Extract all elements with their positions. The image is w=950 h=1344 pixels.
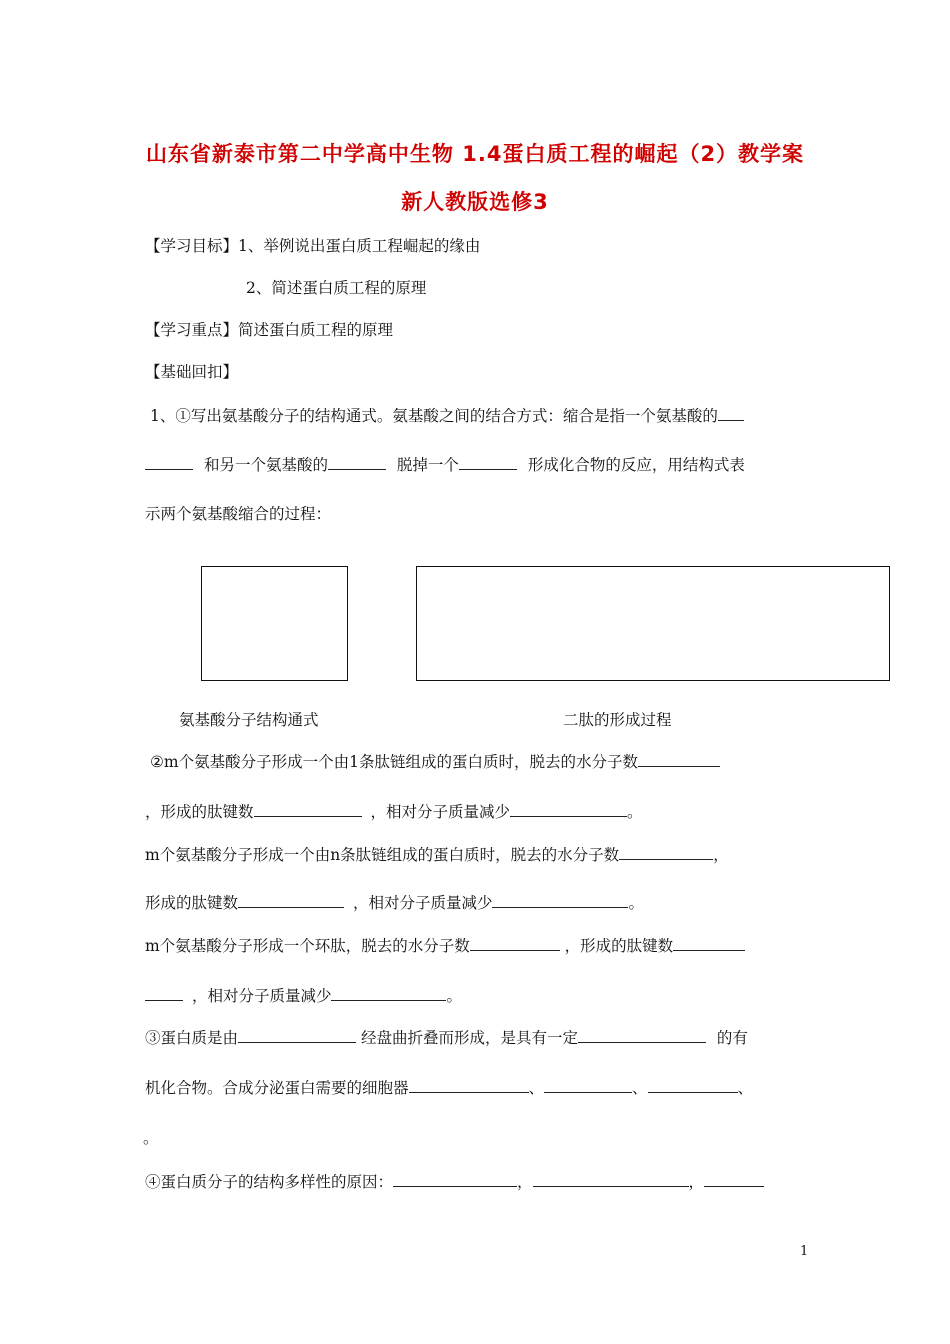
objective-item-1: 1、举例说出蛋白质工程崛起的缘由	[238, 237, 481, 255]
review-label: 【基础回扣】	[145, 363, 239, 381]
dipeptide-formation-box[interactable]	[416, 566, 890, 681]
page-number: 1	[800, 1244, 809, 1259]
amino-acid-caption: 氨基酸分子结构通式	[179, 711, 319, 729]
q2-blank-bond-1[interactable]	[254, 802, 362, 817]
q2-line5	[145, 936, 745, 956]
q2-blank-bond-3b[interactable]	[145, 986, 183, 1001]
q2-text: 。	[446, 987, 462, 1005]
q2-line1	[150, 752, 720, 772]
q2-text: ，形成的肽键数	[145, 803, 254, 821]
q1-blank-1b[interactable]	[145, 455, 193, 470]
q1-text: 1、①写出氨基酸分子的结构通式。氨基酸之间的结合方式：缩合是指一个氨基酸的	[150, 407, 718, 425]
focus-text: 简述蛋白质工程的原理	[238, 321, 394, 339]
q3-blank-organelle-1[interactable]	[409, 1078, 529, 1093]
q3-separator: 、	[737, 1079, 754, 1097]
q3-separator: 、	[528, 1079, 545, 1097]
q4-line1	[145, 1172, 764, 1192]
q4-blank-3[interactable]	[704, 1172, 764, 1187]
q3-line2	[145, 1078, 753, 1098]
q2-text: 。	[626, 803, 643, 821]
focus-label: 【学习重点】	[145, 321, 239, 339]
amino-acid-structure-box[interactable]	[201, 566, 348, 681]
q2-blank-bond-2[interactable]	[238, 893, 344, 908]
q2-text: m个氨基酸分子形成一个环肽，脱去的水分子数	[145, 937, 470, 955]
q2-text: ，相对分子质量减少	[370, 803, 510, 821]
q1-blank-1a[interactable]	[718, 406, 744, 421]
q4-separator: ，	[517, 1173, 533, 1191]
q3-text: 的有	[716, 1029, 748, 1047]
q3-line1	[145, 1028, 748, 1048]
q4-text: ④蛋白质分子的结构多样性的原因：	[145, 1173, 394, 1191]
q1-blank-2[interactable]	[328, 455, 386, 470]
q2-text: ，	[713, 846, 729, 864]
q2-text: ，形成的肽键数	[564, 937, 674, 955]
q1-blank-3[interactable]	[459, 455, 517, 470]
q2-line6	[145, 986, 462, 1006]
q1-line2	[145, 455, 745, 475]
q1-text: 脱掉一个	[396, 456, 459, 474]
q4-separator: ，	[688, 1173, 705, 1191]
q2-text: 。	[628, 894, 644, 912]
q1-line1	[150, 406, 744, 426]
q2-line3	[145, 845, 729, 865]
q2-line2	[145, 802, 642, 822]
q2-blank-water-2[interactable]	[619, 845, 713, 860]
objective-item-2: 2、简述蛋白质工程的原理	[246, 279, 427, 297]
q3-text: 经盘曲折叠而形成，是具有一定	[360, 1029, 578, 1047]
q2-blank-water-3[interactable]	[470, 936, 560, 951]
q2-blank-bond-3a[interactable]	[673, 936, 745, 951]
q1-text: 和另一个氨基酸的	[203, 456, 328, 474]
q3-line3: 。	[143, 1129, 159, 1147]
document-title-line1: 山东省新泰市第二中学高中生物 1.4蛋白质工程的崛起（2）教学案	[145, 142, 805, 166]
q3-blank-1[interactable]	[238, 1028, 356, 1043]
q4-blank-1[interactable]	[393, 1172, 517, 1187]
q3-blank-organelle-2[interactable]	[544, 1078, 632, 1093]
q2-text: ②m个氨基酸分子形成一个由1条肽链组成的蛋白质时，脱去的水分子数	[150, 753, 638, 771]
q4-blank-2[interactable]	[533, 1172, 689, 1187]
objectives-line1	[145, 236, 480, 256]
q1-line3: 示两个氨基酸缩合的过程：	[145, 505, 332, 523]
q1-text: 形成化合物的反应，用结构式表	[527, 456, 745, 474]
q2-text: ，相对分子质量减少	[352, 894, 493, 912]
q2-blank-mass-1[interactable]	[510, 802, 627, 817]
q2-text: 形成的肽键数	[145, 894, 239, 912]
q2-blank-mass-2[interactable]	[492, 893, 628, 908]
q2-blank-water-1[interactable]	[638, 752, 720, 767]
q2-blank-mass-3[interactable]	[331, 986, 446, 1001]
q3-separator: 、	[632, 1079, 648, 1097]
q3-blank-2[interactable]	[578, 1028, 706, 1043]
focus-line	[145, 320, 393, 340]
objectives-label: 【学习目标】	[145, 237, 239, 255]
q3-text: 机化合物。合成分泌蛋白需要的细胞器	[145, 1079, 409, 1097]
q2-text: ，相对分子质量减少	[191, 987, 332, 1005]
q2-text: m个氨基酸分子形成一个由n条肽链组成的蛋白质时，脱去的水分子数	[145, 846, 620, 864]
dipeptide-caption: 二肽的形成过程	[563, 711, 672, 729]
q3-blank-organelle-3[interactable]	[648, 1078, 738, 1093]
q2-line4	[145, 893, 644, 913]
document-title-line2: 新人教版选修3	[401, 190, 549, 214]
q3-text: ③蛋白质是由	[145, 1029, 239, 1047]
